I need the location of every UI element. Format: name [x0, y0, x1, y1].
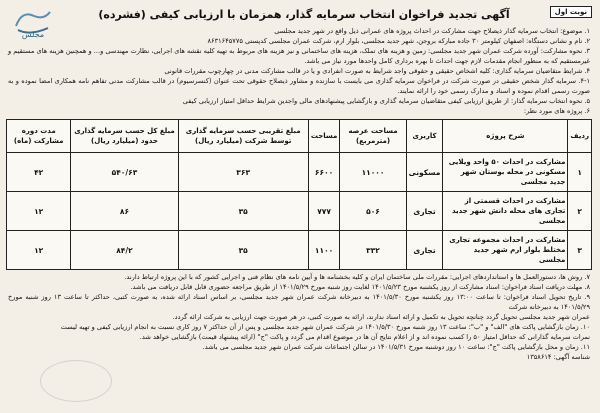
- footer-9b: عمران شهر جدید مجلسی تحویل گردد چنانچه تحویل به تکمیل و ارائه اسناد ندارند، ارائه به صورت کتبی، در هر صورت جهت ارزیابی به شرکت ارائه گردد.: [172, 313, 590, 321]
- table-row: [7, 192, 592, 231]
- cell: تجاری: [406, 192, 443, 231]
- col-row-number: ردیف: [568, 120, 592, 153]
- footer-8: ۸. مهلت دریافت اسناد فراخوان: اسناد مشارکت از روز یکشنبه مورخ ۱۴۰۱/۵/۲۳ لغایت روز شنبه مورخ ۱۴۰۱/۵/۲۹ از طریق مراجعه حضوری قابل قابل دریافت می باشد.: [130, 283, 590, 291]
- cell: مشارکت در احداث مجموعه تجاری مختلط بلوار ارم شهر جدید مجلسی: [443, 231, 568, 270]
- cell: ۸۴/۲: [71, 231, 178, 270]
- cell: ۲: [568, 192, 592, 231]
- cell: ۳۵: [178, 192, 308, 231]
- cell: ۱۲: [7, 231, 71, 270]
- cell: ۱: [568, 153, 592, 192]
- notice-badge: نوبت اول: [550, 6, 592, 18]
- paragraph-4: ۴. شرایط متقاضیان سرمایه گذاری: کلیه اشخاص حقیقی و حقوقی واجد شرایط به صورت انفرادی و یا در قالب مشارکت مدنی در چهارچوب مقررات قانونی: [164, 67, 590, 75]
- cell: ۱۲: [7, 192, 71, 231]
- col-total-investment: مبلغ کل حسب سرمایه گذاری حدود (میلیارد ریال): [71, 120, 178, 153]
- cell: ۸۶: [71, 192, 178, 231]
- cell: ۷۷۷: [308, 192, 340, 231]
- paragraph-1: ۱. موضوع: انتخاب سرمایه گذار ذیصلاح جهت مشارکت در احداث پروژه های عمرانی ذیل واقع در شهر جدید مجلسی: [274, 27, 590, 35]
- cell: ۱۱۰۰۰: [340, 153, 406, 192]
- footer-10: ۱۰. زمان بازگشایی پاکت های "الف" و "ب": ساعت ۱۳ روز شنبه مورخ ۱۴۰۱/۵/۳۰ در شرکت عمران شهر جدید مجلسی و پس از آن حداکثر ۷ روز کاری نسبت به انجام ارزیابی کیفی و تهیه لیست: [60, 323, 590, 331]
- footer-7: ۷. روش ها، دستورالعمل ها و استانداردهای اجرایی: مقررات ملی ساختمان ایران و کلیه بخشنامه ها و آیین نامه های نظام فنی و اجرایی کشور که با این پروژه ارتباط دارند.: [124, 273, 590, 281]
- paragraph-3: ۳. نحوه مشارکت: آورده شرکت عمران شهر جدید مجلسی: زمین و هزینه های تملک، هزینه های ساختمانی و نیز هزینه های مربوط به تهیه کلیه نقشه های اجرایی، نظارت مهندسی و... و همچنین هزینه های مستقیم و غیرمستقیم که به منظور انجام مقدمات لازم جهت احداث تا بهره برداری کامل واحدها مورد نیاز می باشد.: [8, 47, 590, 65]
- logo: [10, 6, 56, 40]
- cell: مشارکت در احداث ۵۰ واحد ویلایی مسکونی در محله بوستان شهر جدید مجلسی: [443, 153, 568, 192]
- paragraph-5: ۵. نحوه انتخاب سرمایه گذار: از طریق ارزیابی کیفی متقاضیان سرمایه گذاری و بازگشایی پیشنهادهای مالی واجدین شرایط حداقل امتیاز ارزیابی کیفی: [182, 97, 590, 105]
- cell: ۴۲: [7, 153, 71, 192]
- col-project-desc: شرح پروژه: [443, 120, 568, 153]
- table-header-row: [7, 120, 592, 153]
- col-usage: کاربری: [406, 120, 443, 153]
- footer-9: ۹. تاریخ تحویل اسناد فراخوان: تا ساعت ۱۳:۰۰ روز یکشنبه مورخ ۱۴۰۱/۵/۳۰ به دبیرخانه شرکت عمران شهر جدید مجلسی، بر اساس اسناد ارائه شده، به صورت کتبی، حداکثر تا ساعت ۱۳ روز شنبه مورخ ۱۴۰۱/۵/۲۹ به دبیرخانه شرکت: [8, 293, 590, 311]
- paragraph-4-1: ۴-۱. سرمایه گذار شخص حقیقی در صورت شرکت در فراخوان سرمایه گذاری می بایست با سازنده و مشاور ذیصلاح حقوقی تحت عنوان (کنسرسیوم) در قالب مشارکت مدنی تفاهم نامه همکاری امضا نموده و به صورت رسمی اقدام نموده و اسناد و مدارک رسمی خود را ارائه نمایند.: [8, 77, 590, 95]
- cell: مشارکت در احداث قسمتی از تجاری های محله دانش شهر جدید مجلسی: [443, 192, 568, 231]
- paragraph-6: ۶. پروژه های مورد نظر:: [523, 107, 590, 115]
- cell: ۵۰۶: [340, 192, 406, 231]
- cell: ۱۱۰۰: [308, 231, 340, 270]
- notice-id: شناسه آگهی: ۱۳۵۸۶۱۴: [526, 353, 590, 361]
- paragraph-2: ۲. نام و نشانی دستگاه: اصفهان کیلومتر ۳۰ جاده مبارکه بروجن، شهر جدید مجلسی، بلوار ارم، شرکت عمران مجلسی کدپستی ۸۶۳۱۶۴۵۷۷۵: [207, 37, 590, 45]
- stamp-watermark: [40, 360, 112, 402]
- cell: ۳: [568, 231, 592, 270]
- col-company-investment: مبلغ تقریبی حسب سرمایه گذاری توسط شرکت (میلیارد ریال): [178, 120, 308, 153]
- cell: ۳۶۳: [178, 153, 308, 192]
- cell: ۳۵: [178, 231, 308, 270]
- col-duration: مدت دوره مشارکت (ماه): [7, 120, 71, 153]
- cell: ۳۳۲: [340, 231, 406, 270]
- logo-text: مجلس: [21, 30, 45, 39]
- footer-10b: نمرات سرمایه گذارانی که حداقل امتیاز ۵۰ را کسب نموده اند و از اعلام نتایج آن ها در موضوع اقدام می گردد و پاکت "ج" (ارائه پیشنهاد قیمت) بازگشایی خواهد شد.: [139, 333, 590, 341]
- cell: مسکونی: [406, 153, 443, 192]
- cell: تجاری: [406, 231, 443, 270]
- footer-11: ۱۱. زمان و محل بازگشایی پاکت "ج": ساعت ۱۰ روز دوشنبه مورخ ۱۴۰۱/۵/۳۱ در سالن اجتماعات شرکت عمران شهر جدید مجلسی می باشد.: [202, 343, 590, 351]
- cell: ۵۴۰/۶۳: [71, 153, 178, 192]
- notice-title: آگهی تجدید فراخوان انتخاب سرمایه گذار، همزمان با ارزیابی کیفی (فشرده): [98, 8, 510, 21]
- projects-table: [6, 119, 592, 270]
- table-row: [7, 153, 592, 192]
- table-row: [7, 231, 592, 270]
- col-land-area: مساحت عرصه (مترمربع): [340, 120, 406, 153]
- col-area: مساحت: [308, 120, 340, 153]
- cell: ۶۶۰۰: [308, 153, 340, 192]
